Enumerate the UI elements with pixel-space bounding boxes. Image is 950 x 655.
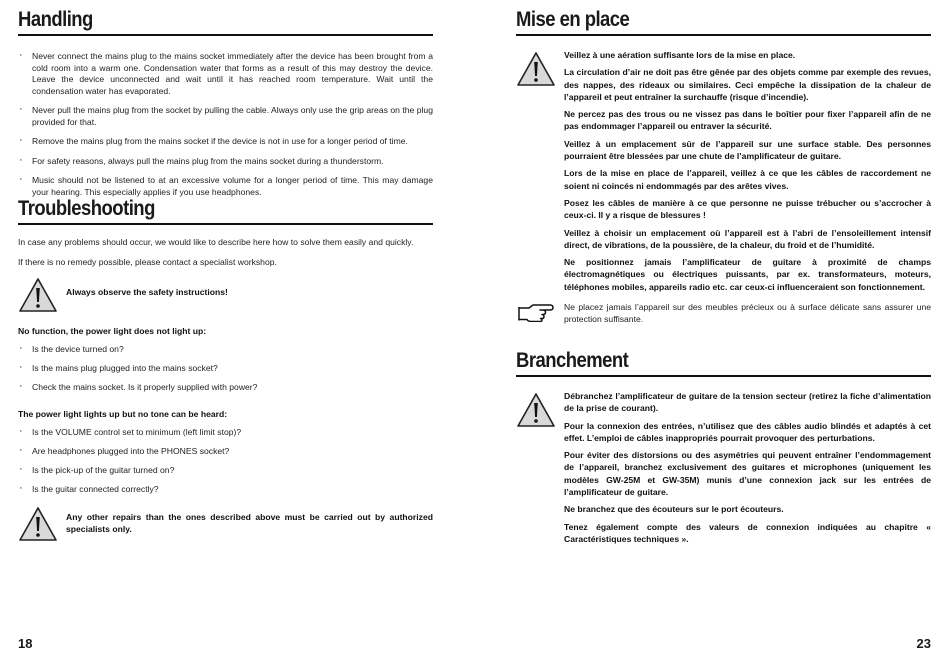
branchement-heading: Branchement (516, 349, 629, 372)
note-text: Ne placez jamais l’appareil sur des meubles précieux ou à surface délicate sans assurer une protection suffisante. (564, 302, 931, 324)
paragraph: Ne positionnez jamais l’amplificateur de guitare à proximité de champs électromagnétiques ou électriques puissants, par ex. transformateurs, moteurs, téléphones mobiles, appareils radio etc. car ceux-ci influenceraient son fonctionnement. (564, 257, 931, 292)
list-item: · Check the mains socket. Is it properly supplied with power? (18, 382, 433, 394)
pointing-hand-icon (516, 302, 556, 322)
list-item: · Music should not be listened to at an excessive volume for a longer period of time. This may damage your hearing. This especially applies if you use headphones. (18, 175, 433, 198)
warning-triangle-icon (18, 506, 58, 542)
repairs-warning (18, 506, 433, 542)
paragraph: Débranchez l’amplificateur de guitare de la tension secteur (retirez la fiche d’alimentation de la prise de courant). (564, 391, 931, 414)
repairs-warning-text: Any other repairs than the ones described above must be carried out by authorized specialists only. (66, 511, 433, 534)
troubleshooting-rule (18, 223, 433, 225)
troubleshooting-section (18, 197, 433, 542)
paragraph: Ne percez pas des trous ou ne vissez pas dans le boîtier pour fixer l’appareil afin de ne pas endommager l’appareil ou entraver la sécurité. (564, 109, 931, 132)
troubleshooting-contact: If there is no remedy possible, please contact a specialist workshop. (18, 256, 277, 267)
list-item: · For safety reasons, always pull the mains plug from the mains socket during a thunderstorm. (18, 156, 433, 168)
list-item: · Is the device turned on? (18, 344, 433, 356)
handling-rule (18, 34, 433, 36)
list-item: · Is the VOLUME control set to minimum (left limit stop)? (18, 427, 433, 439)
list-item: · Are headphones plugged into the PHONES socket? (18, 446, 433, 458)
warning-triangle-icon (516, 392, 556, 428)
paragraph: Veillez à choisir un emplacement où l’appareil est à l’abri de l’ensoleillement intensif direct, de vibrations, de la poussière, de la chaleur, du froid et de l’humidité. (564, 227, 931, 250)
list-item: · Never pull the mains plug from the socket by pulling the cable. Always only use the grip areas on the plug provided for that. (18, 105, 433, 128)
page-number: 23 (916, 636, 931, 651)
paragraph: Tenez également compte des valeurs de connexion indiquées au chapitre « Caractéristiques techniques ». (564, 521, 931, 544)
problem-2-list (18, 427, 433, 496)
list-item: · Is the mains plug plugged into the mains socket? (18, 363, 433, 375)
list-item: · Is the pick-up of the guitar turned on? (18, 465, 433, 477)
branchement-section (516, 349, 931, 545)
list-item: · Is the guitar connected correctly? (18, 484, 433, 496)
list-item: · Never connect the mains plug to the mains socket immediately after the device has been brought from a cold room into a warm one. Condensation water that forms as a result of this may destroy the device. Leave the device unconnected and wait until it has reached room temperature. Wait until the condensation water has evaporated. (18, 51, 433, 97)
page-number: 18 (18, 636, 33, 651)
problem-2-title: The power light lights up but no tone can be heard: (18, 408, 228, 419)
mise-en-place-heading: Mise en place (516, 8, 630, 31)
handling-list (18, 51, 433, 198)
warning-triangle-icon (18, 277, 58, 313)
paragraph: Lors de la mise en place de l’appareil, veillez à ce que les câbles de raccordement ne soient ni coincés ni endommagés par des arêtes vives. (564, 168, 931, 191)
safety-warning (18, 277, 433, 313)
branchement-warning (516, 390, 931, 545)
warning-triangle-icon (516, 51, 556, 87)
problem-1-list (18, 344, 433, 394)
branchement-rule (516, 375, 931, 377)
paragraph: Pour la connexion des entrées, n’utilisez que des câbles audio blindés et adaptés à cet effet. L’emploi de câbles inappropriés pourrait provoquer des perturbations. (564, 420, 931, 443)
troubleshooting-heading: Troubleshooting (18, 197, 155, 220)
list-item: · Remove the mains plug from the mains socket if the device is not in use for a longer period of time. (18, 136, 433, 148)
paragraph: La circulation d’air ne doit pas être gênée par des objets comme par exemple des revues, des nappes, des rideaux ou similaires. Ceci empêche la dissipation de la chaleur de l’appareil et peut entraîner la surchauffe (risque d’incendie). (564, 67, 931, 102)
paragraph: Pour éviter des distorsions ou des asymétries qui peuvent entraîner l’endommagement de l’appareil, branchez exclusivement des guitares et microphones (uniquement les modèles GW-25M et GW-35M) munis d’une connexion jack sur les entrées de l’amplificateur de guitare. (564, 450, 931, 498)
mise-en-place-section (516, 8, 931, 325)
paragraph: Veillez à un emplacement sûr de l’appareil sur une surface stable. Des personnes pourraient être blessées par une chute de l’amplificateur de guitare. (564, 138, 931, 162)
paragraph: Ne branchez que des écouteurs sur le port écouteurs. (564, 504, 784, 515)
mise-en-place-note (516, 302, 931, 325)
handling-heading: Handling (18, 8, 93, 31)
paragraph: Veillez à une aération suffisante lors de la mise en place. (564, 50, 796, 60)
safety-warning-text: Always observe the safety instructions! (66, 287, 228, 297)
mise-en-place-warning (516, 49, 931, 293)
mise-en-place-rule (516, 34, 931, 36)
problem-1-title: No function, the power light does not light up: (18, 326, 207, 336)
paragraph: Posez les câbles de manière à ce que personne ne puisse trébucher ou s’accrocher à ceux-ci. Il y a risque de blessures ! (564, 197, 931, 221)
handling-section (18, 8, 433, 198)
troubleshooting-intro: In case any problems should occur, we would like to describe here how to solve them easily and quickly. (18, 237, 414, 247)
